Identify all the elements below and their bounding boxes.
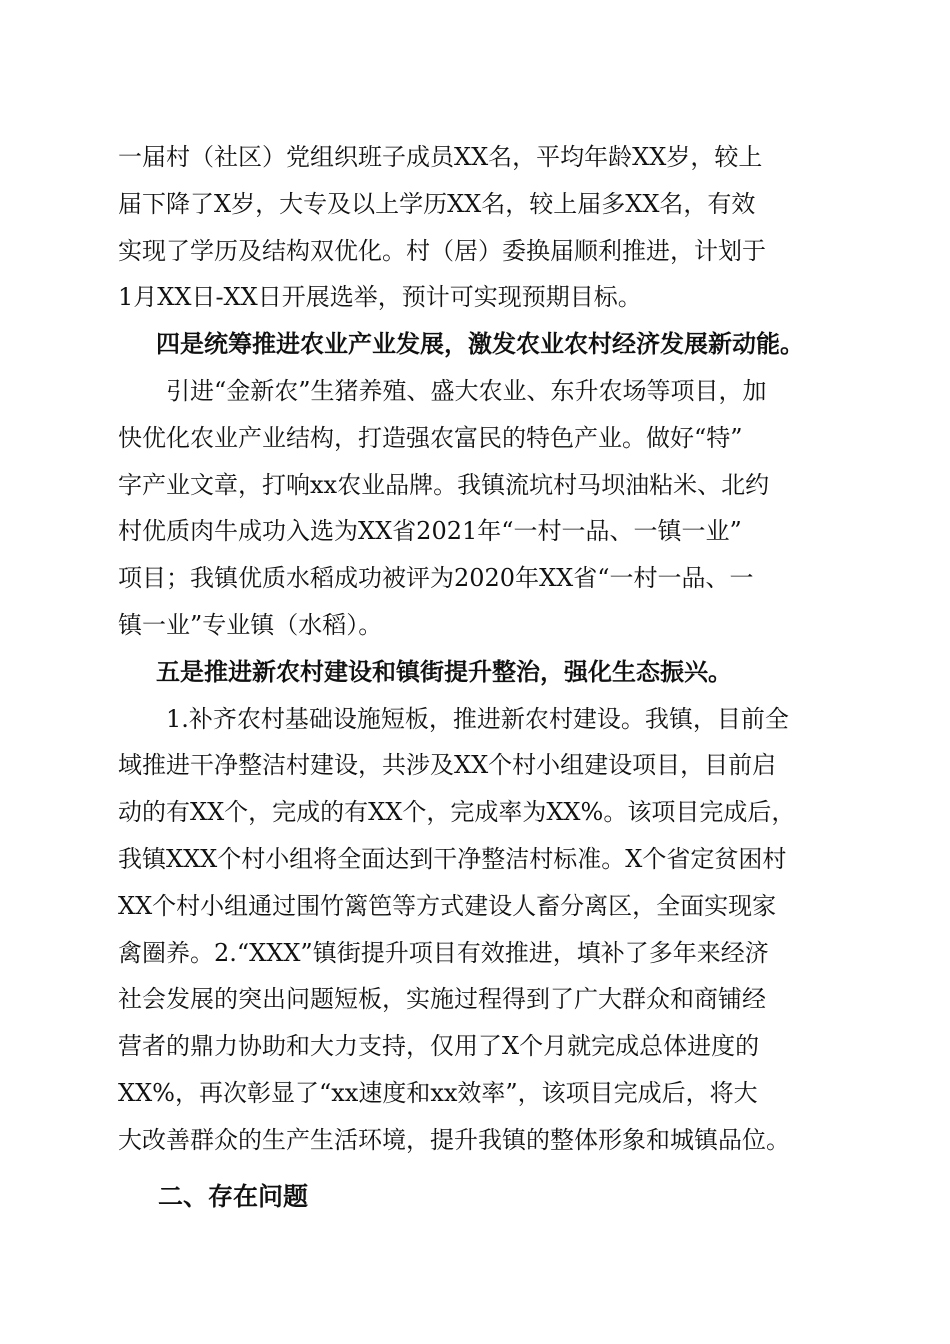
- text-line: 项目；我镇优质水稻成功被评为2020年XX省“一村一品、一: [118, 564, 754, 593]
- text-line: 届下降了X岁，大专及以上学历XX名，较上届多XX名，有效: [118, 189, 756, 218]
- text-line: 社会发展的突出问题短板，实施过程得到了广大群众和商铺经: [118, 985, 766, 1014]
- text-line: 大改善群众的生产生活环境，提升我镇的整体形象和城镇品位。: [118, 1125, 790, 1154]
- subheading-agriculture: 四是统筹推进农业产业发展，激发农业农村经济发展新动能。: [156, 329, 804, 359]
- text-line: 营者的鼎力协助和大力支持，仅用了X个月就完成总体进度的: [118, 1032, 760, 1061]
- text-line: 动的有XX个，完成的有XX个，完成率为XX%。该项目完成后，: [118, 798, 796, 827]
- text-line: 村优质肉牛成功入选为XX省2021年“一村一品、一镇一业”: [118, 517, 742, 546]
- body-text: [118, 134, 836, 1222]
- text-line: 1.补齐农村基础设施短板，推进新农村建设。我镇，目前全: [166, 704, 789, 733]
- text-line: 我镇XXX个村小组将全面达到干净整洁村标准。X个省定贫困村: [118, 844, 787, 873]
- text-line: 快优化农业产业结构，打造强农富民的特色产业。做好“特”: [118, 423, 743, 452]
- text-line: XX个村小组通过围竹篱笆等方式建设人畜分离区，全面实现家: [118, 891, 777, 920]
- text-line: 引进“金新农”生猪养殖、盛大农业、东升农场等项目，加: [166, 376, 767, 405]
- section-heading: 二、存在问题: [158, 1181, 309, 1211]
- text-line: 实现了学历及结构双优化。村（居）委换届顺利推进，计划于: [118, 236, 766, 265]
- text-line: 禽圈养。2.“XXX”镇街提升项目有效推进，填补了多年来经济: [118, 938, 769, 967]
- text-line: 域推进干净整洁村建设，共涉及XX个村小组建设项目，目前启: [118, 751, 777, 780]
- text-line: XX%，再次彰显了“xx速度和xx效率”，该项目完成后，将大: [118, 1078, 758, 1107]
- text-line: 字产业文章，打响xx农业品牌。我镇流坑村马坝油粘米、北约: [118, 470, 770, 499]
- subheading-rural-construction: 五是推进新农村建设和镇街提升整治，强化生态振兴。: [156, 656, 732, 686]
- text-line: 镇一业”专业镇（水稻）。: [118, 610, 383, 639]
- text-line: 1月XX日-XX日开展选举，预计可实现预期目标。: [118, 283, 642, 312]
- text-line: 一届村（社区）党组织班子成员XX名，平均年龄XX岁，较上: [118, 143, 763, 171]
